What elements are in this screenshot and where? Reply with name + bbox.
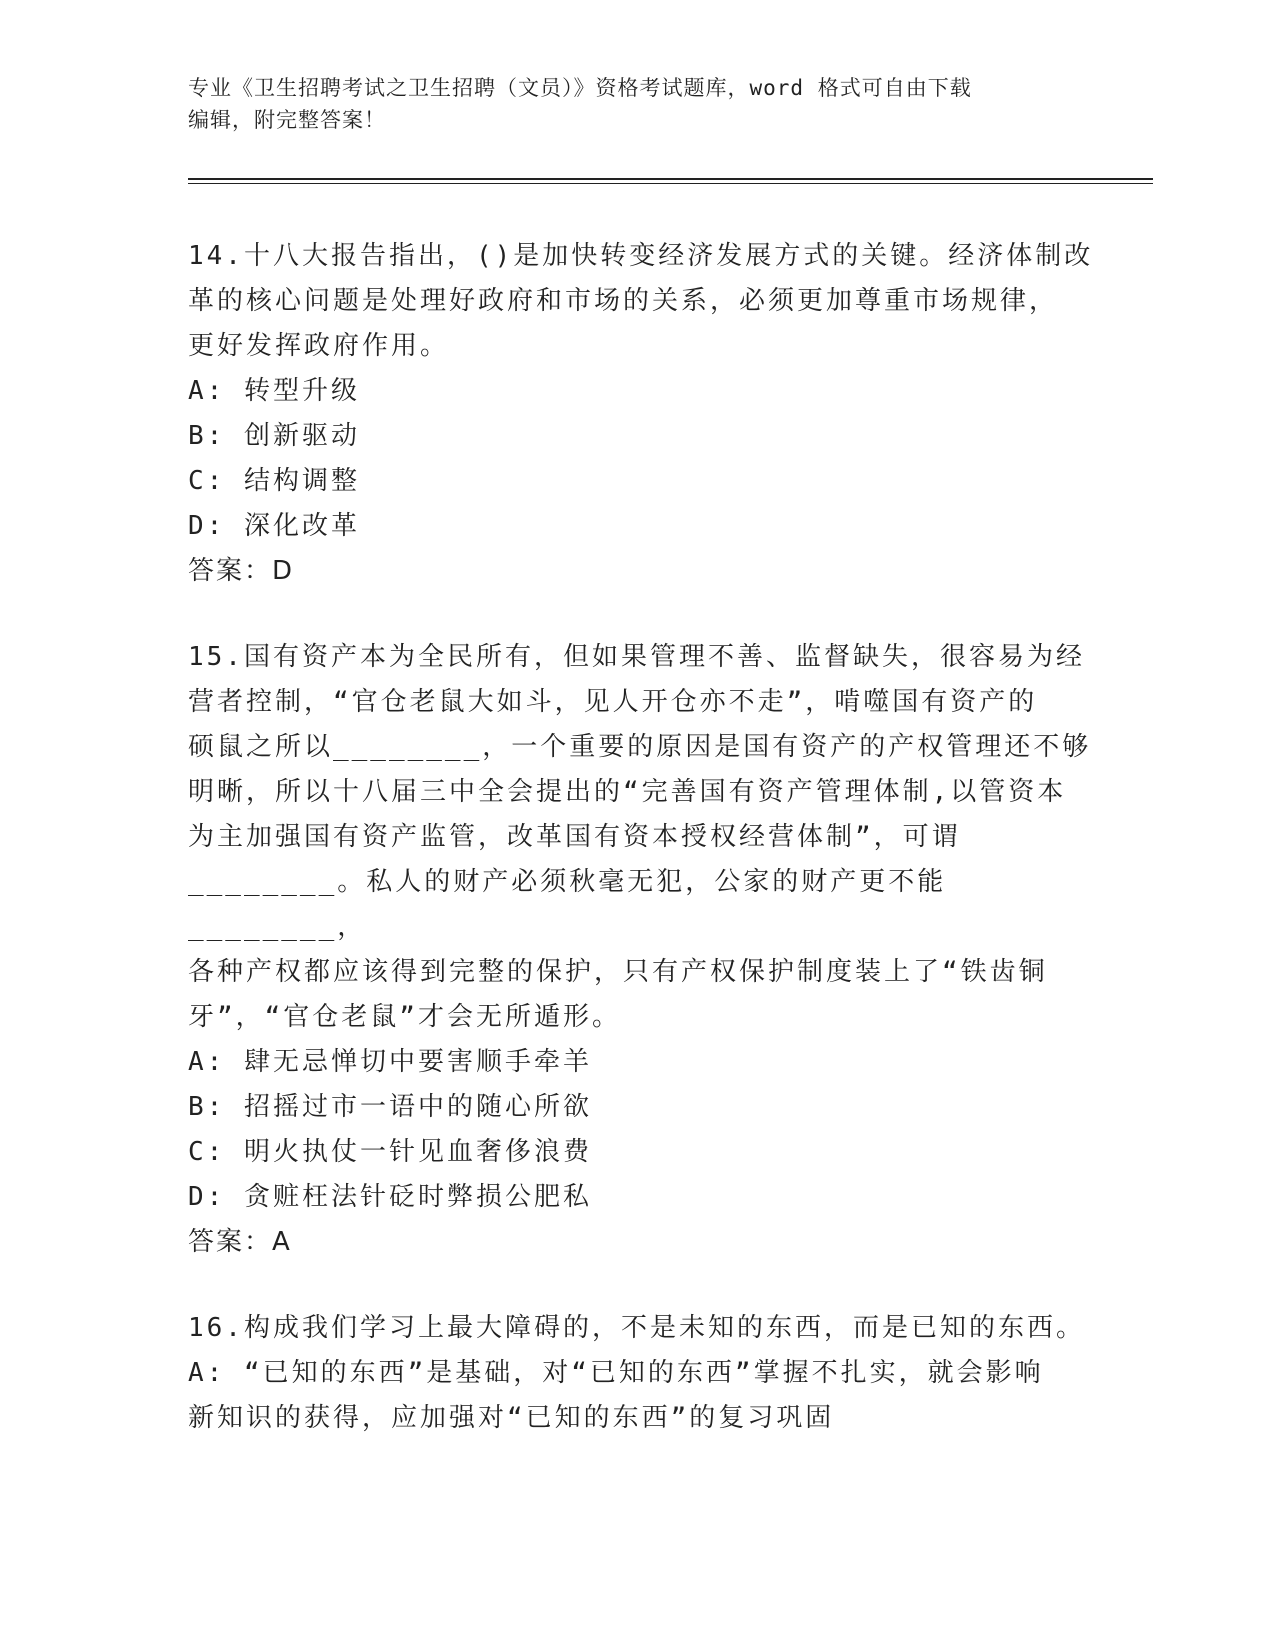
option-b: B: 创新驱动 — [188, 421, 360, 451]
question-stem-line: 14.十八大报告指出，()是加快转变经济发展方式的关键。经济体制改 — [188, 241, 1094, 271]
question-stem-line: 为主加强国有资产监管，改革国有资本授权经营体制”，可谓 — [188, 822, 961, 852]
option-d: D: 深化改革 — [188, 511, 360, 541]
question-stem-line: 更好发挥政府作用。 — [188, 331, 450, 361]
header-divider — [188, 178, 1153, 184]
option-a: A: 转型升级 — [188, 376, 360, 406]
question-16 — [188, 1306, 1108, 1441]
option-a-continued: 新知识的获得，应加强对“已知的东西”的复习巩固 — [188, 1403, 835, 1433]
document-header — [188, 72, 1108, 136]
question-stem-line: 硕鼠之所以________，一个重要的原因是国有资产的产权管理还不够 — [188, 732, 1092, 762]
header-line-2: 编辑，附完整答案！ — [188, 108, 386, 132]
option-d: D: 贪赃枉法针砭时弊损公肥私 — [188, 1182, 592, 1212]
option-a: A: “已知的东西”是基础，对“已知的东西”掌握不扎实，就会影响 — [188, 1358, 1044, 1388]
document-page — [188, 72, 1108, 1441]
question-stem-line: 16.构成我们学习上最大障碍的，不是未知的东西，而是已知的东西。 — [188, 1313, 1085, 1343]
question-stem-line: 革的核心问题是处理好政府和市场的关系，必须更加尊重市场规律， — [188, 286, 1059, 316]
answer: 答案：A — [188, 1227, 292, 1257]
question-stem-line: 营者控制，“官仓老鼠大如斗，见人开仓亦不走”，啃噬国有资产的 — [188, 687, 1038, 717]
header-line-1: 专业《卫生招聘考试之卫生招聘（文员）》资格考试题库，word 格式可自由下载 — [188, 76, 972, 100]
option-c: C: 结构调整 — [188, 466, 360, 496]
question-stem-line: 明晰，所以十八届三中全会提出的“完善国有资产管理体制,以管资本 — [188, 777, 1067, 807]
question-stem-line: 各种产权都应该得到完整的保护，只有产权保护制度装上了“铁齿铜 — [188, 957, 1048, 987]
question-stem-line: 15.国有资产本为全民所有，但如果管理不善、监督缺失，很容易为经 — [188, 642, 1085, 672]
answer: 答案：D — [188, 556, 295, 586]
question-14 — [188, 234, 1108, 594]
question-15 — [188, 635, 1108, 1265]
question-stem-line: 牙”，“官仓老鼠”才会无所遁形。 — [188, 1002, 621, 1032]
question-stem-line: ________。私人的财产必须秋毫无犯，公家的财产更不能________， — [188, 867, 947, 942]
option-a: A: 肆无忌惮切中要害顺手牵羊 — [188, 1047, 592, 1077]
option-c: C: 明火执仗一针见血奢侈浪费 — [188, 1137, 592, 1167]
option-b: B: 招摇过市一语中的随心所欲 — [188, 1092, 592, 1122]
